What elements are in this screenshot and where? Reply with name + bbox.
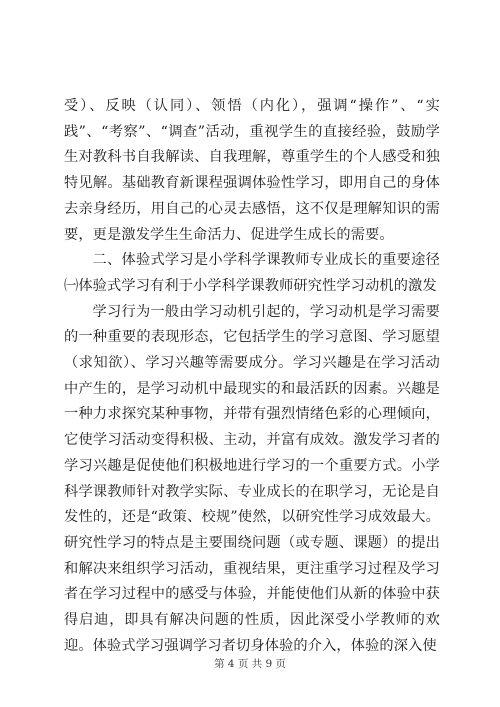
document-body: [64, 94, 440, 659]
paragraph-continuation: 受）、反映（认同）、领悟（内化），强调“操作”、“实践”、“考察”、“调查”活动，重视学生的直接经验，鼓励学生对教科书自我解读、自我理解，尊重学生的个人感受和独特见解。基础教育新课程强调体验性学习，即用自己的身体去亲身经历，用自己的心灵去感悟，这不仅是理解知识的需要，更是激发学生生命活力、促进学生成长的需要。: [64, 98, 440, 243]
section-heading-paragraph: 二、体验式学习是小学科学课教师专业成长的重要途径㈠体验式学习有利于小学科学课教师研究性学习动机的激发: [64, 252, 440, 294]
page-number-footer: 第 4 页 共 9 页: [213, 658, 287, 670]
paragraph-learning-motivation: 学习行为一般由学习动机引起的，学习动机是学习需要的一种重要的表现形态，它包括学生的学习意图、学习愿望（求知欲）、学习兴趣等需要成分。学习兴趣是在学习活动中产生的，是学习动机中最现实的和最活跃的因素。兴趣是一种力求探究某种事物，并带有强烈情绪色彩的心理倾向，它使学习活动变得积极、主动，并富有成效。激发学习者的学习兴趣是促使他们积极地进行学习的一个重要方式。小学科学课教师针对教学实际、专业成长的在职学习，无论是自发性的，还是“政策、校规”使然，以研究性学习成效最大。研究性学习的特点是主要围绕问题（或专题、课题）的提出和解决来组织学习活动，重视结果，更注重学习过程及学习者在学习过程中的感受与体验，并能使他们从新的体验中获得启迪，即具有解决问题的性质，因此深受小学教师的欢迎。体验式学习强调学习者切身体验的介入，体验的深入使: [64, 303, 440, 654]
